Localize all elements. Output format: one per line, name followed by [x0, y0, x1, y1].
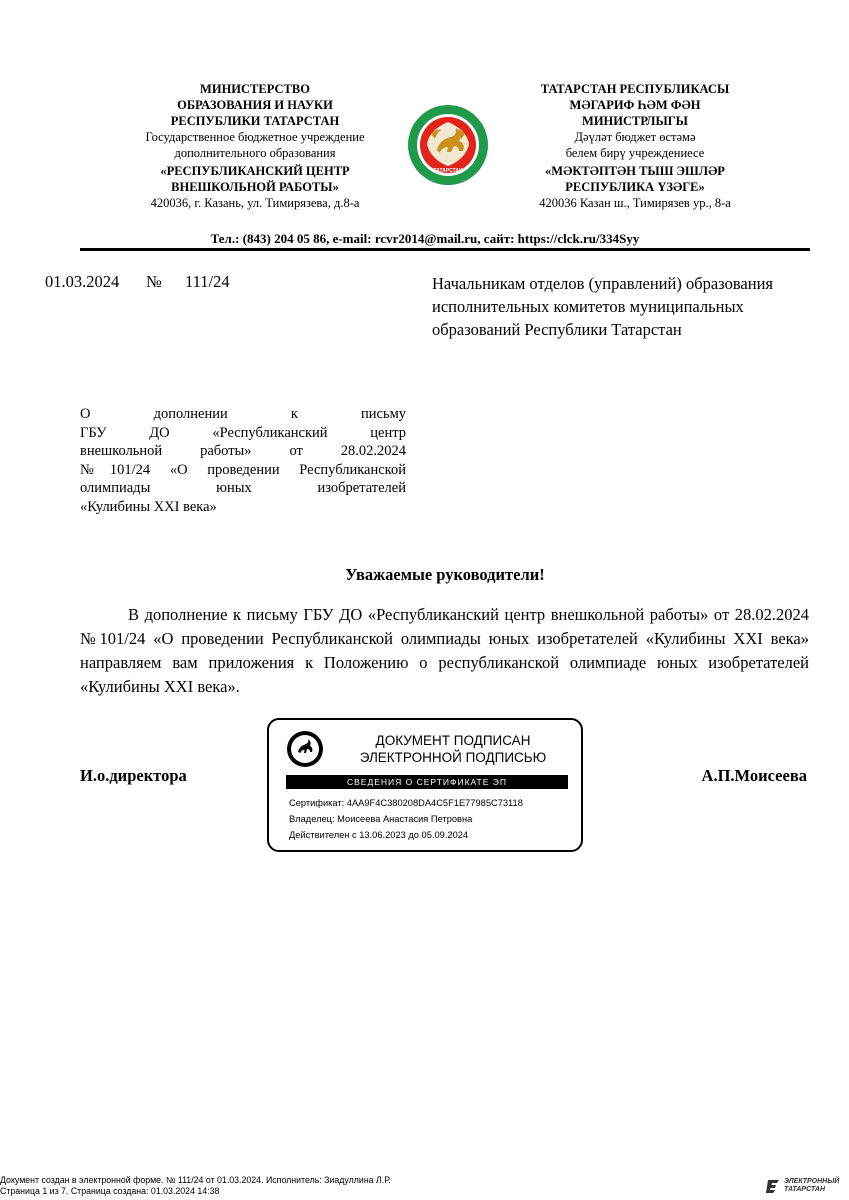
footer-info: [0, 1175, 391, 1197]
address-tt: 420036 Казан ш., Тимирязев ур., 8-а: [539, 196, 731, 210]
subject-line: О дополнении к письму: [80, 406, 406, 422]
e-signature-stamp: [267, 718, 583, 852]
subject-line: «Кулибины XXI века»: [80, 498, 217, 515]
greeting: Уважаемые руководители!: [345, 565, 545, 584]
header-divider: [80, 248, 810, 251]
logo-text-line: ЭЛЕКТРОННЫЙ: [784, 1178, 840, 1185]
logo-text: [784, 1178, 839, 1194]
subject-line: олимпиады юных изобретателей: [80, 480, 406, 496]
stamp-certificate-header: СВЕДЕНИЯ О СЕРТИФИКАТЕ ЭП: [286, 775, 568, 789]
ministry-line: МИНИСТЕРСТВО: [200, 82, 310, 96]
ministry-line: РЕСПУБЛИКИ ТАТАРСТАН: [170, 114, 340, 128]
stamp-owner: Владелец: Моисеева Анастасия Петровна: [289, 814, 473, 824]
electronic-tatarstan-logo: [765, 1176, 845, 1196]
institution-type-line: дополнительного образования: [174, 146, 336, 160]
institution-name-line: «РЕСПУБЛИКАНСКИЙ ЦЕНТР: [160, 164, 350, 178]
ministry-line-tt: ТАТАРСТАН РЕСПУБЛИКАСЫ: [540, 82, 730, 96]
contacts-line: Тел.: (843) 204 05 86, e-mail: rcvr2014@mail.ru, сайт: https://clck.ru/334Syy: [210, 231, 640, 246]
header-right-block: [480, 81, 790, 211]
document-number: 111/24: [185, 272, 230, 291]
stamp-validity: Действителен с 13.06.2023 до 05.09.2024: [289, 830, 469, 840]
emblem-label: ТАТАРСТАН: [433, 168, 463, 174]
stamp-title-line: ДОКУМЕНТ ПОДПИСАН: [375, 733, 531, 748]
addressee: Начальникам отделов (управлений) образования исполнительных комитетов муниципальных образований Республики Татарстан: [432, 274, 773, 339]
subject-line: №101/24 «О проведении Республиканской: [80, 461, 406, 478]
document-date: 01.03.2024: [45, 272, 120, 291]
body-paragraph: В дополнение к письму ГБУ ДО «Республиканский центр внешкольной работы» от 28.02.2024 №101/24 «О проведении Республиканской олимпиады юных изобретателей «Кулибины XXI века» направляем вам приложения к Положению о республиканской олимпиаде юных изобретателей «Кулибины XXI века».: [80, 605, 809, 696]
subject-block: [80, 405, 406, 516]
e-tatarstan-icon: [765, 1178, 781, 1194]
ministry-line-tt: МИНИСТРЛЫГЫ: [582, 114, 688, 128]
institution-name-line-tt: «МӘКТӘПТӘН ТЫШ ЭШЛӘР: [545, 164, 725, 178]
institution-name-line: ВНЕШКОЛЬНОЙ РАБОТЫ»: [171, 180, 339, 194]
subject-line: внешкольной работы» от 28.02.2024: [80, 443, 406, 459]
stamp-title-line: ЭЛЕКТРОННОЙ ПОДПИСЬЮ: [359, 750, 547, 765]
number-sign: №: [146, 272, 162, 291]
signer-name: А.П.Моисеева: [701, 766, 807, 785]
institution-type-line-tt: белем бирү учреждениесе: [565, 146, 705, 160]
institution-type-line: Государственное бюджетное учреждение: [145, 130, 365, 144]
signer-position: И.о.директора: [80, 766, 187, 785]
stamp-emblem-icon: [286, 730, 324, 768]
footer-line: Документ создан в электронной форме. № 111/24 от 01.03.2024. Исполнитель: Зиадуллина Л.Р.: [0, 1175, 391, 1185]
institution-type-line-tt: Дәүләт бюджет өстәмә: [574, 130, 696, 144]
subject-line: ГБУ ДО «Республиканский центр: [80, 424, 406, 441]
footer-line: Страница 1 из 7. Страница создана: 01.03.2024 14:38: [0, 1186, 220, 1196]
header-left-block: [95, 81, 415, 211]
stamp-certificate: Сертификат: 4AA9F4C380208DA4C5F1E77985C73118: [289, 798, 523, 808]
ministry-line: ОБРАЗОВАНИЯ И НАУКИ: [177, 98, 333, 112]
tatarstan-emblem-icon: [407, 104, 489, 186]
institution-name-line-tt: РЕСПУБЛИКА ҮЗӘГЕ»: [565, 180, 705, 194]
ministry-line-tt: МӘГАРИФ ҺӘМ ФӘН: [569, 98, 701, 112]
stamp-title: [333, 732, 573, 766]
logo-text-line: ТАТАРСТАН: [784, 1186, 825, 1193]
address: 420036, г. Казань, ул. Тимирязева, д.8-а: [150, 196, 360, 210]
